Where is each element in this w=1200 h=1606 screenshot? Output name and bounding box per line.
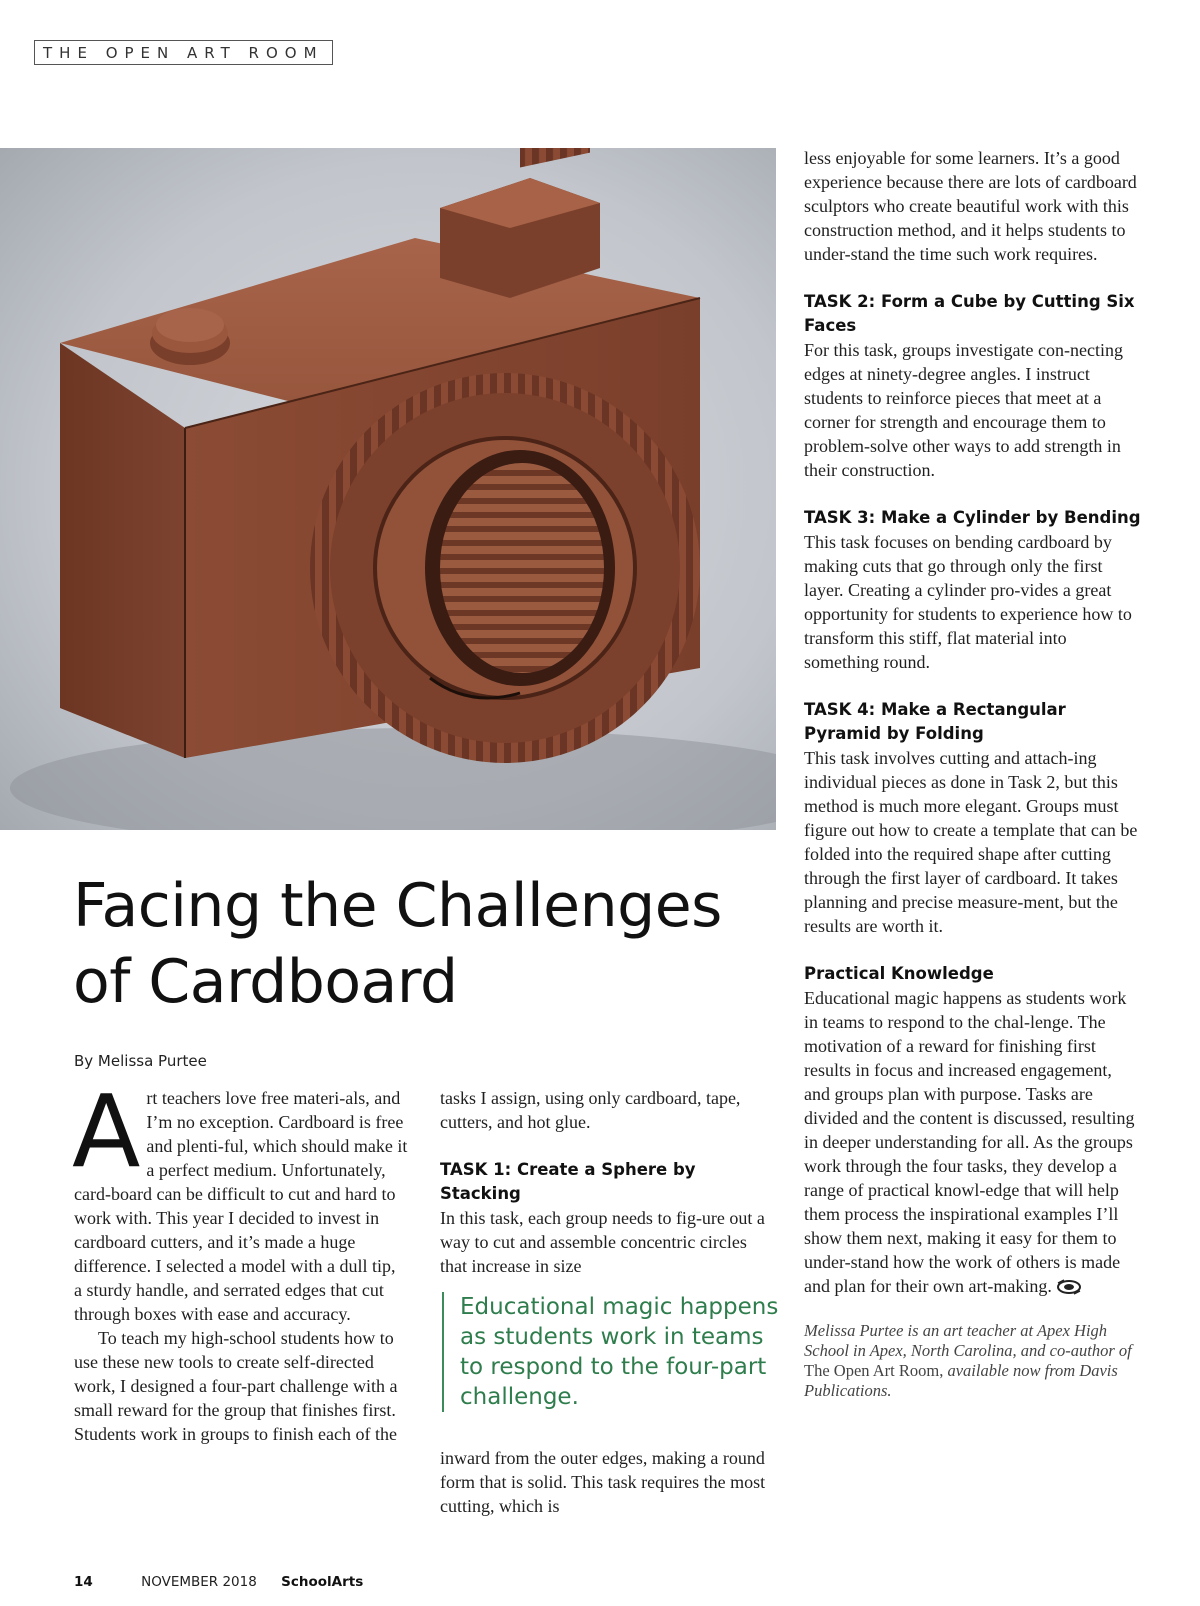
practical-knowledge-body [804, 986, 1142, 1301]
practical-knowledge-heading: Practical Knowledge [804, 964, 994, 983]
bio-text-2: available now from Davis Publications. [804, 1361, 1118, 1400]
issue-date: NOVEMBER 2018 [141, 1574, 257, 1590]
task-4-heading: TASK 4: Make a Rectangular Pyramid by Folding [804, 700, 1066, 743]
column-2-continued [440, 1446, 774, 1518]
section-tag: THE OPEN ART ROOM [34, 40, 333, 65]
page-footer [74, 1574, 363, 1590]
intro-paragraph [72, 1073, 408, 1326]
task-1-continued: inward from the outer edges, making a round form that is solid. This task requires the most cutting, which is [440, 1448, 766, 1516]
magazine-name: SchoolArts [281, 1574, 364, 1590]
drop-cap: A [72, 1073, 141, 1190]
task-1-body: In this task, each group needs to fig-ure out a way to cut and assemble concentric circles that increase in size [440, 1208, 765, 1276]
headline-line-1: Facing the Challenges [73, 871, 722, 941]
author-bio [804, 1321, 1142, 1401]
task-3-heading: TASK 3: Make a Cylinder by Bending [804, 508, 1141, 527]
column-3 [804, 146, 1142, 1401]
task-3-body: This task focuses on bending cardboard by making cuts that go through only the first layer. Creating a cylinder pro-vides a great opportunity for students to experience how to transform this stiff, flat material into something round. [804, 532, 1132, 672]
book-title: The Open Art Room, [804, 1361, 944, 1380]
task-2-heading: TASK 2: Form a Cube by Cutting Six Faces [804, 292, 1135, 335]
page-number: 14 [74, 1574, 93, 1590]
camera-illustration [0, 148, 776, 830]
pull-quote: Educational magic happens as students work in teams to respond to the four-part challenge. [442, 1292, 780, 1412]
task-2-body: For this task, groups investigate con-necting edges at ninety-degree angles. I instruct students to reinforce pieces that meet at a corner for strength and encourage them to problem-solve other ways to add strength in their construction. [804, 340, 1123, 480]
cardboard-camera-photo [0, 148, 776, 830]
practical-text: Educational magic happens as students work in teams to respond to the chal-lenge. The motivation of a reward for finishing first results in focus and increased engagement, and groups plan with purpose. Tasks are divided and the content is discussed, resulting in deeper understanding for all. As the groups work through the four tasks, they develop a range of practical knowl-edge that will help them process the inspirational examples I’ll show them next, making it easy for them to under-stand how the work of others is made and plan for their own art-making. [804, 988, 1135, 1296]
byline: By Melissa Purtee [74, 1052, 207, 1070]
column-2 [440, 1086, 774, 1278]
end-mark-icon [1056, 1277, 1082, 1301]
task-1-heading: TASK 1: Create a Sphere by Stacking [440, 1160, 696, 1203]
bio-text-1: Melissa Purtee is an art teacher at Apex High School in Apex, North Carolina, and co-author of [804, 1321, 1132, 1360]
column-3-paragraph: less enjoyable for some learners. It’s a good experience because there are lots of cardboard sculptors who create beautiful work with this construction method, and it helps students to under-stand the time such work requires. [804, 148, 1137, 264]
paragraph-2: To teach my high-school students how to use these new tools to create self-directed work, I designed a four-part challenge with a small reward for the group that finishes first. Students work in groups to finish each of the [74, 1328, 398, 1444]
headline-line-2: of Cardboard [73, 947, 458, 1017]
column-1 [72, 1073, 408, 1446]
task-4-body: This task involves cutting and attach-ing individual pieces as done in Task 2, but this method is much more elegant. Groups must figure out how to create a template that can be folded into the required shape after cutting through the first layer of cardboard. It takes planning and precise measure-ment, but the results are worth it. [804, 748, 1138, 936]
column-2-paragraph: tasks I assign, using only cardboard, tape, cutters, and hot glue. [440, 1088, 741, 1132]
article-headline [73, 868, 733, 1020]
intro-text: rt teachers love free materi-als, and I’m no exception. Cardboard is free and plenti-ful, which should make it a perfect medium. Unfortunately, card-board can be difficult to cut and hard to work with. This year I decided to invest in cardboard cutters, and it’s made a huge difference. I selected a model with a dull tip, a sturdy handle, and serrated edges that cut through boxes with ease and accuracy. [74, 1088, 408, 1324]
